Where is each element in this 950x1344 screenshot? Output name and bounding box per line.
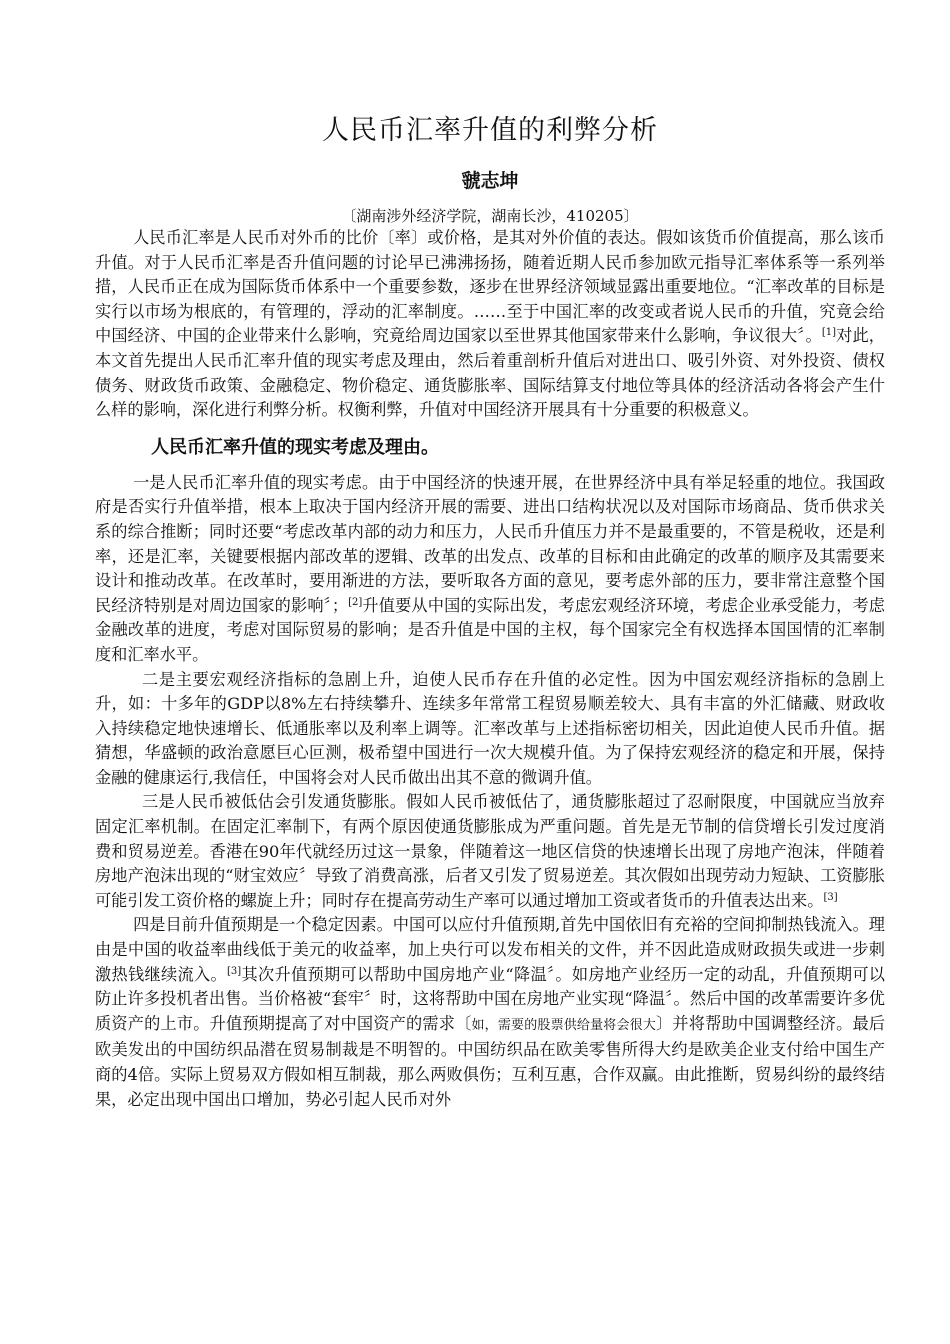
intro-paragraph	[95, 226, 885, 423]
paragraph-3-text-1: 三是人民币被低估会引发通货膨胀。假如人民币被低估了，通货膨胀超过了忍耐限度，中国就应当放弃固定汇率机制。在固定汇率制下，有两个原因使通货膨胀成为严重问题。首先是无节制的信贷增长引发过度消费和贸易逆差。香港在90年代就经历过这一景象，伴随着这一地区信贷的快速增长出现了房地产泡沫，伴随着房地产泡沫出现的“财宝效应〞导致了消费高涨，后者又引发了贸易逆差。其次假如出现劳动力短缺、工资膨胀可能引发工资价格的螺旋上升；同时存在提高劳动生产率可以通过增加工资或者货币的升值表达出来。	[95, 792, 885, 910]
paragraph-1	[95, 471, 885, 668]
paragraph-3	[95, 790, 885, 913]
paragraph-4-text-3: 〕并将帮助中国调整经济。最后欧美发出的中国纺织品潜在贸易制裁是不明智的。中国纺织品在欧美零售所得大约是欧美企业支付给中国生产商的4倍。实际上贸易双方假如相互制裁，那么两败俱伤；互利互惠，合作双赢。由此推断，贸易纠纷的最终结果，必定出现中国出口增加，势必引起人民币对外	[95, 1013, 886, 1109]
intro-text-2: 对此，本文首先提出人民币汇率升值的现实考虑及理由，然后着重剖析升值后对进出口、吸引外资、对外投资、债权债务、财政货币政策、金融稳定、物价稳定、通货膨胀率、国际结算支付地位等具体的经济活动各将会产生什么样的影响，深化进行利弊分析。权衡利弊，升值对中国经济开展具有十分重要的积极意义。	[95, 326, 885, 420]
body-text	[95, 226, 885, 1112]
citation-ref: [1]	[821, 327, 836, 339]
intro-text-1: 人民币汇率是人民币对外币的比价〔率〕或价格，是其对外价值的表达。假如该货币价值提高，那么该币升值。对于人民币汇率是否升值问题的讨论早已沸沸扬扬，随着近期人民币参加欧元指导汇率体系等一系列举措，人民币正在成为国际货币体系中一个重要参数，逐步在世界经济领域显露出重要地位。“汇率改革的目标是实行以市场为根底的，有管理的，浮动的汇率制度。……至于中国汇率的改变或者说人民币的升值，究竟会给中国经济、中国的企业带来什么影响，究竟给周边国家以至世界其他国家带来什么影响，争议很大〞。	[95, 228, 885, 346]
author-name: 虢志坤	[461, 170, 519, 192]
paragraph-4-text-2: 其次升值预期可以帮助中国房地产业“降温〞。如房地产业经历一定的动乱，升值预期可以防止许多投机者出售。当价格被“套牢〞时，这将帮助中国在房地产业实现“降温〞。然后中国的改革需要许多优质资产的上市。升值预期提高了对中国资产的需求〔	[95, 964, 885, 1033]
paragraph-2: 二是主要宏观经济指标的急剧上升，迫使人民币存在升值的必定性。因为中国宏观经济指标的急剧上升，如：十多年的GDP以8%左右持续攀升、连续多年常常工程贸易顺差较大、具有丰富的外汇储藏、财政收入持续稳定地快速增长、低通胀率以及利率上调等。汇率改革与上述指标密切相关，因此迫使人民币升值。据猜想，华盛顿的政治意愿巨心叵测，极希望中国进行一次大规模升值。为了保持宏观经济的稳定和开展，保持金融的健康运行,我信任，中国将会对人民币做出出其不意的微调升值。	[95, 669, 885, 787]
paragraph-4-text-1: 四是目前升值预期是一个稳定因素。中国可以应付升值预期,首先中国依旧有充裕的空间抑制热钱流入。理由是中国的收益率曲线低于美元的收益率，加上央行可以发布相关的文件，并不因此造成财政损失或进一步刺激热钱继续流入。	[95, 915, 885, 984]
paragraph-4-note: 如，需要的股票供给量将会很大	[471, 1017, 657, 1033]
paper-title: 人民币汇率升值的利弊分析	[322, 115, 658, 146]
paragraph-1-text-1: 一是人民币汇率升值的现实考虑。由于中国经济的快速开展，在世界经济中具有举足轻重的地位。我国政府是否实行升值举措，根本上取决于国内经济开展的需要、进出口结构状况以及对国际市场商品、货币供求关系的综合推断；同时还要“考虑改革内部的动力和压力，人民币升值压力并不是最重要的，不管是税收，还是利率，还是汇率，关键要根据内部改革的逻辑、改革的出发点、改革的目标和由此确定的改革的顺序及其需要来设计和推动改革。在改革时，要用渐进的方法，要听取各方面的意见，要考虑外部的压力，要非常注意整个国民经济特别是对周边国家的影响〞；	[95, 472, 885, 615]
paragraph-4	[95, 913, 885, 1112]
citation-ref: [3]	[226, 965, 242, 977]
author-affiliation: 〔湖南涉外经济学院，湖南长沙，410205〕	[341, 207, 639, 225]
citation-ref: [2]	[348, 596, 363, 608]
paragraph-1-text-2: 升值要从中国的实际出发，考虑宏观经济环境，考虑企业承受能力，考虑金融改革的进度，考虑对国际贸易的影响；是否升值是中国的主权，每个国家完全有权选择本国国情的汇率制度和汇率水平。	[95, 595, 885, 664]
section-heading: 人民币汇率升值的现实考虑及理由。	[151, 436, 439, 458]
citation-ref: [3]	[823, 891, 838, 903]
